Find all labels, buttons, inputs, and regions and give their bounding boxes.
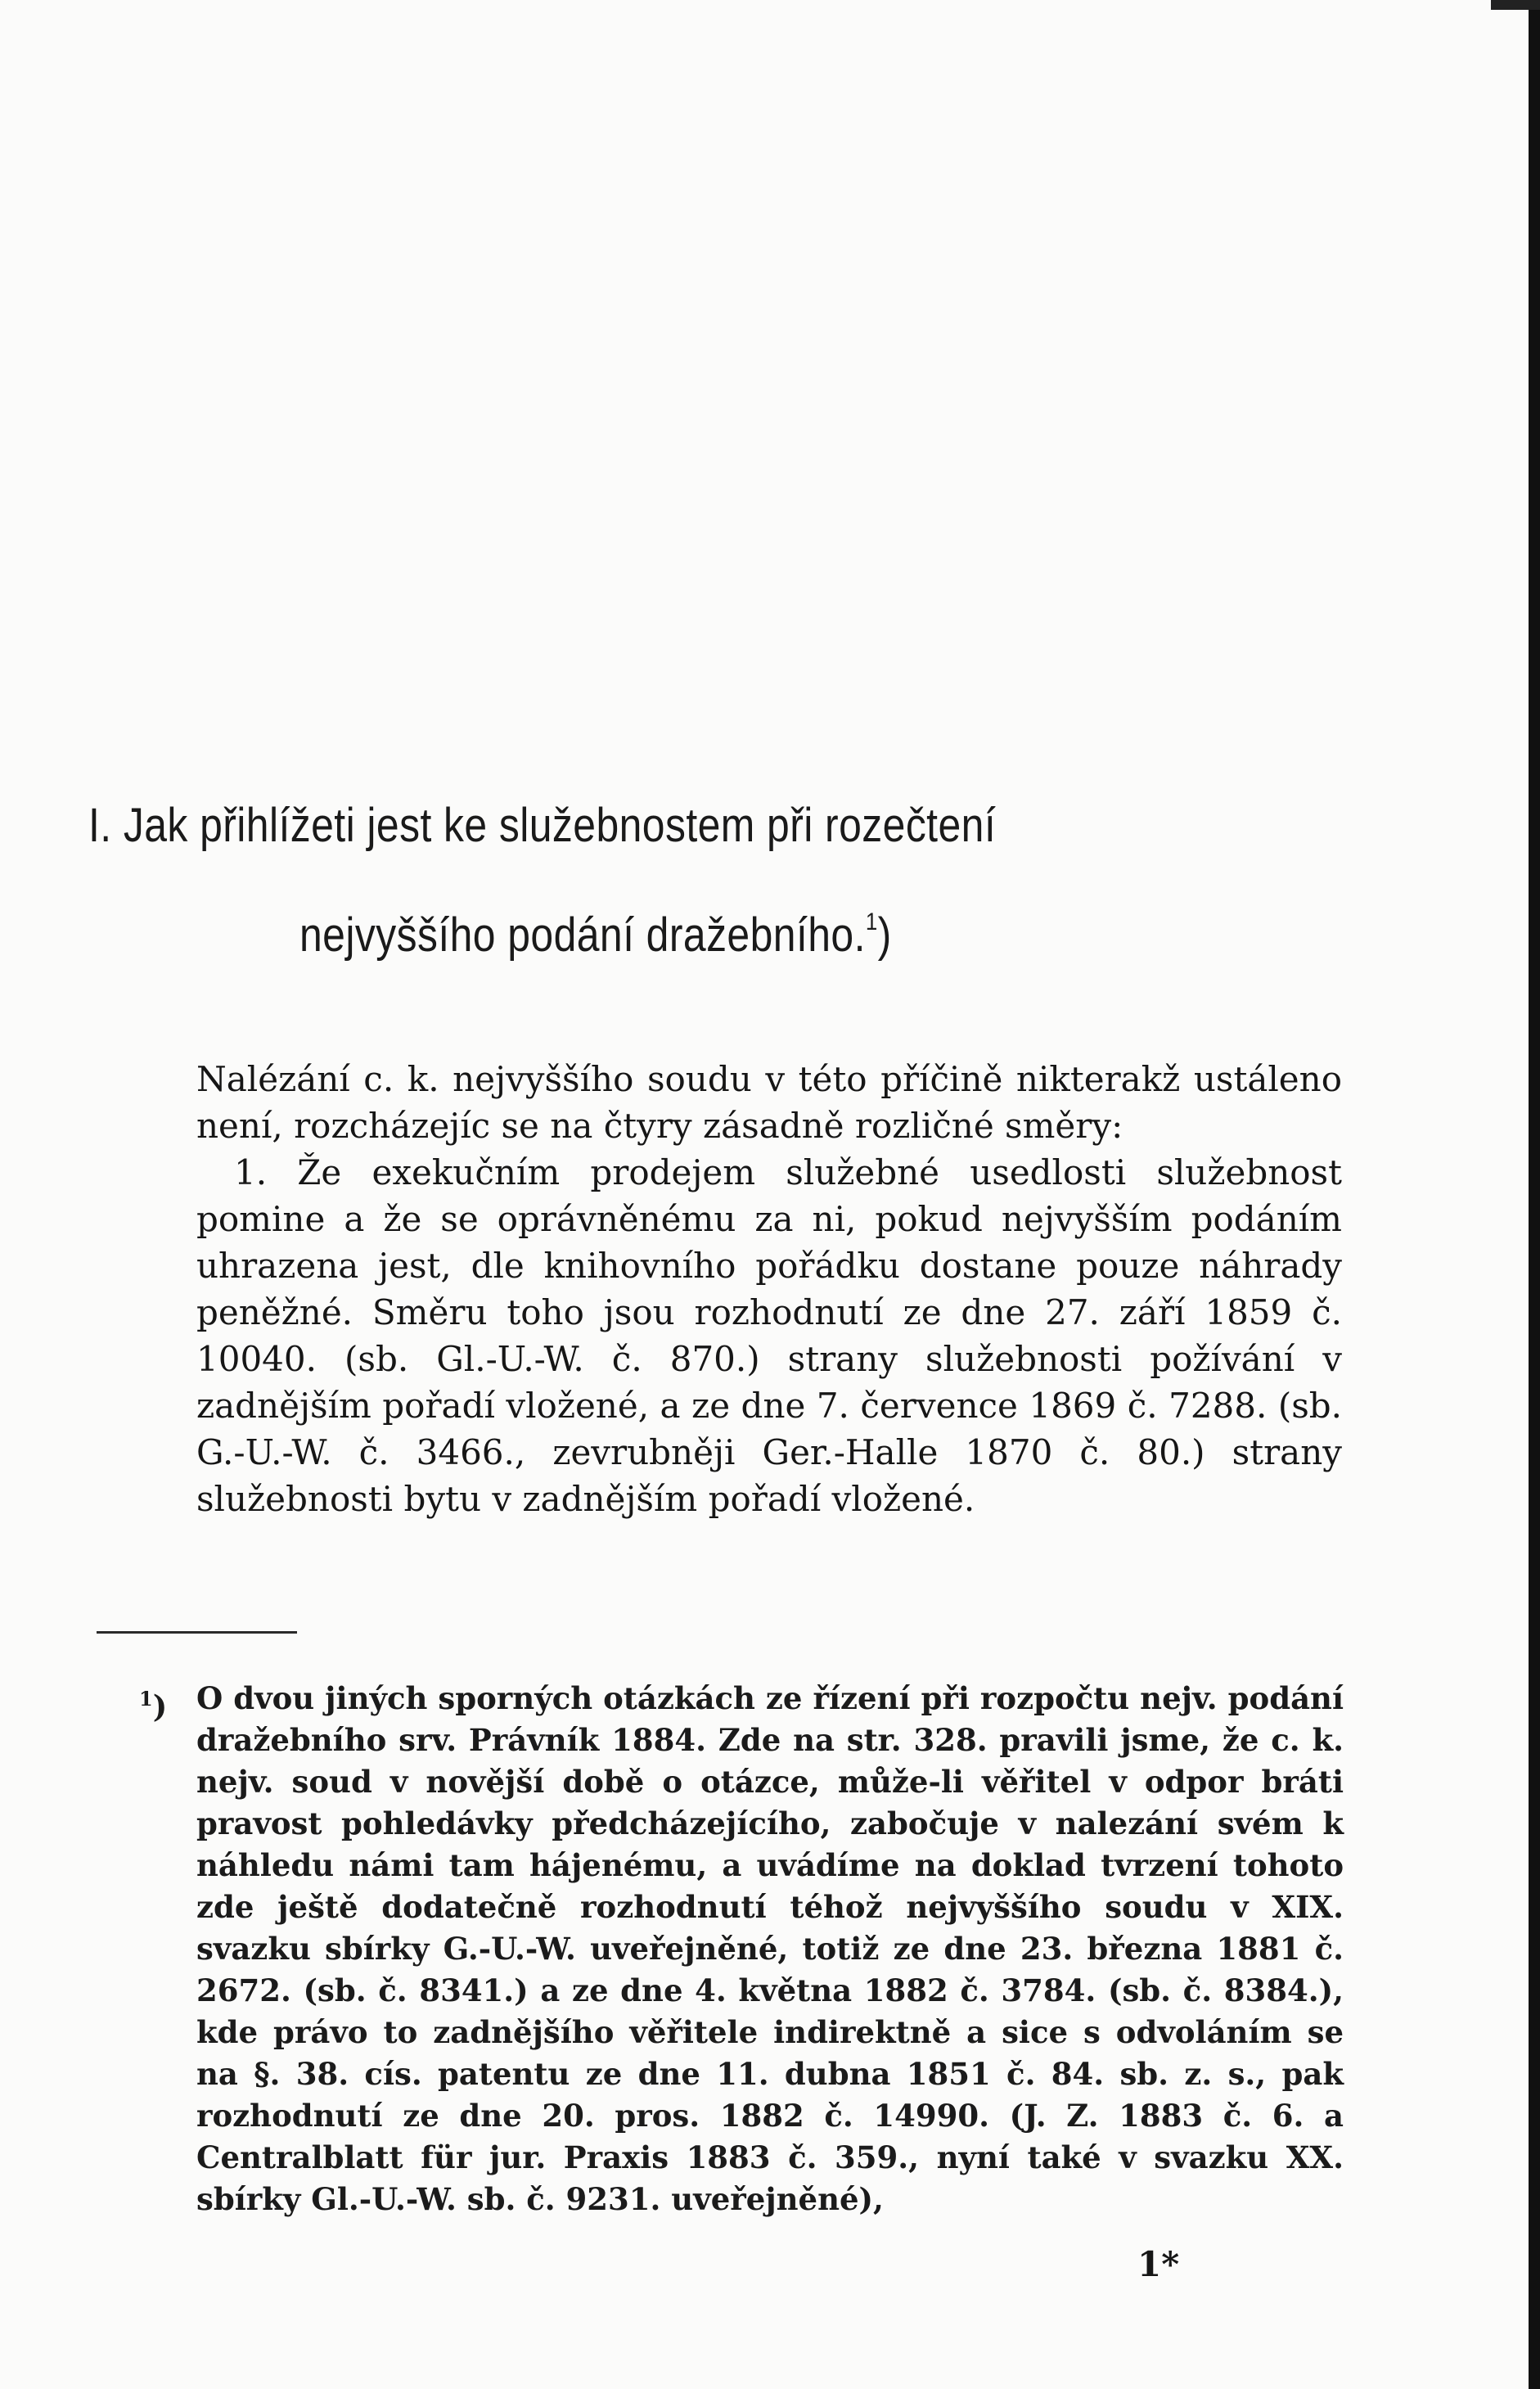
page-signature: 1* [1137, 2244, 1180, 2284]
paragraph-intro: Nalézání c. k. nejvyššího soudu v této příčině nikterakž ustáleno není, rozcházejíc se na čtyry zásadně rozličné směry: [196, 1059, 1342, 1146]
footnote-marker [139, 1678, 167, 1728]
heading-line-2 [88, 874, 1187, 984]
paragraph-point-1: 1. Že exekučním prodejem služebné usedlosti služebnost pomine a že se oprávněnému za ni, pokud nejvyšším podáním uhrazena jest, dle knihovního pořádku dostane pouze náhrady peněžné. Směru toho jsou rozhodnutí ze dne 27. září 1859 č. 10040. (sb. Gl.-U.-W. č. 870.) strany služebnosti požívání v zadnějším pořadí vložené, a ze dne 7. července 1869 č. 7288. (sb. G.-U.-W. č. 3466., zevrubněji Ger.-Halle 1870 č. 80.) strany služebnosti bytu v zadnějším pořadí vložené. [196, 1152, 1342, 1519]
footnote-marker-paren: ) [152, 1688, 168, 1724]
page-edge-shadow [1529, 0, 1540, 2389]
heading-line-2-text: nejvyššího podání dražebního. [299, 908, 866, 962]
page-corner-shadow [1491, 0, 1540, 10]
heading-paren: ) [877, 908, 892, 962]
heading-line-1: I. Jak přihlížeti jest ke služebnostem při rozečtení [88, 799, 997, 852]
footnote [139, 1678, 1344, 2220]
footnote-divider [97, 1631, 297, 1634]
heading-footnote-ref[interactable]: 1 [865, 908, 878, 935]
footnote-marker-number: 1 [139, 1687, 153, 1711]
body-text [196, 1056, 1342, 1522]
footnote-text: O dvou jiných sporných otázkách ze řízení při rozpočtu nejv. podání dražebního srv. Právník 1884. Zde na str. 328. pravili jsme, že c. k. nejv. soud v novější době o otázce, může-li věřitel v odpor bráti pravost pohledávky předcházejícího, zabočuje v nalezání svém k náhledu námi tam hájenému, a uvádíme na doklad tvrzení tohoto zde ještě dodatečně rozhodnutí téhož nejvyššího soudu v XIX. svazku sbírky G.-U.-W. uveřejněné, totiž ze dne 23. března 1881 č. 2672. (sb. č. 8341.) a ze dne 4. května 1882 č. 3784. (sb. č. 8384.), kde právo to zadnějšího věřitele indirektně a sice s odvoláním se na §. 38. cís. patentu ze dne 11. dubna 1851 č. 84. sb. z. s., pak rozhodnutí ze dne 20. pros. 1882 č. 14990. (J. Z. 1883 č. 6. a Centralblatt für jur. Praxis 1883 č. 359., nyní také v svazku XX. sbírky Gl.-U.-W. sb. č. 9231. uveřejněné), [196, 1680, 1344, 2217]
chapter-heading [88, 778, 1187, 984]
